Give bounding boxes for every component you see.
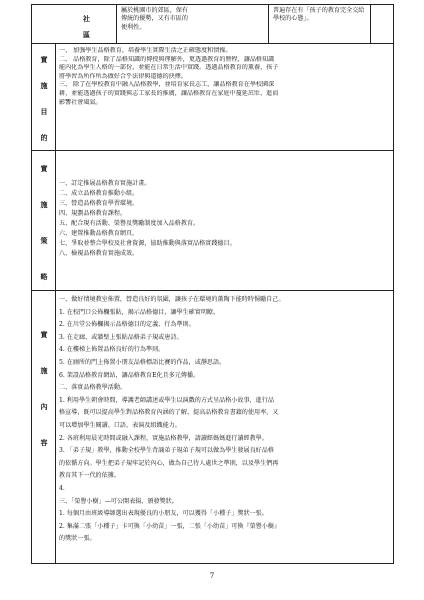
strategy-line: 三、營造品格教育學習環境。 <box>59 200 139 207</box>
weakness-line: 學校的心態」。 <box>273 15 313 23</box>
community-row <box>31 4 394 44</box>
goal-line: 影響社會風氣。 <box>59 98 102 106</box>
content-label-cell <box>32 291 56 563</box>
content-line: 1. 每個月由班級導師選出表現優良的小朋友，可以獲得「小種子」獎狀一張。 <box>59 510 268 518</box>
community-strengths-cell <box>117 5 269 43</box>
strategies-text <box>59 179 390 259</box>
goals-label-char: 的 <box>40 133 48 142</box>
community-label-char: 區 <box>83 30 90 39</box>
content-label-char: 施 <box>40 366 48 375</box>
content-label-char: 實 <box>40 330 48 339</box>
goal-line: 二、 品格教育，除了品格知識的傳授與理解外，更透過教育的歷程，讓品格知識 <box>59 55 275 63</box>
content-line: 4. <box>59 484 65 492</box>
goal-line: 一、 加強學生品格教育，培養學生實際生活之正確態度和情操。 <box>59 47 232 54</box>
goal-line: 耕，並能透過孩子的實踐與志工家長的推廣，讓品格教育在家庭中蔓延茁壯，進而 <box>59 89 279 97</box>
content-line: 二、落實品格教學活動。 <box>59 384 127 392</box>
goals-label-cell <box>32 44 56 150</box>
content-line: 格宣導，既可以提高學生對品格教育內涵的了解、提高品格教育書籍的使用率，又 <box>59 409 279 417</box>
strength-line: 傳統的優勢，又有市區的 <box>121 15 189 23</box>
content-text <box>59 294 390 546</box>
strategies-label-char: 施 <box>40 200 48 209</box>
goal-line: 能內化為學生人格的一部份，並能在日常生活中實踐。透過品格教育的薰養，孩子 <box>59 64 279 72</box>
goal-line: 三、 除了在學校教育中融入品格教學，並培育家長志工，讓品格教育在學校園深 <box>59 81 275 89</box>
content-line: 5. 在廁所的門上佈置小朋友品格標語比賽的作品，或靜思語。 <box>59 358 226 366</box>
community-weakness-cell <box>269 5 371 43</box>
content-line: 2. 在川堂公佈欄揭示品格德目的定義、行為準則。 <box>59 321 195 329</box>
strategy-line: 四、規劃品格教育課程。 <box>59 210 127 217</box>
content-line: 可以增加學生閱讀、口語、表演及組織能力。 <box>59 421 181 429</box>
content-line: 6. 架設品格教育網站，讓品格教育E化且多元傳播。 <box>59 371 200 379</box>
content-line: 1. 在校門口公佈欄張貼，揭示品格德目，讓學生確實明瞭。 <box>59 308 220 316</box>
document-table <box>31 4 394 564</box>
strategy-line: 六、建置推動品格教育網頁。 <box>59 230 139 237</box>
strategies-row <box>31 150 394 291</box>
strategies-label-cell <box>32 151 56 290</box>
content-line: 的依循方向。學生把弟子規牢記於內心，做為自己待人處世之準則，以及學生們再 <box>59 459 279 467</box>
goals-label-char: 實 <box>40 55 48 64</box>
content-line: 2. 集滿二張「小種子」卡可換「小幼苗」一張，二張「小幼苗」可換『榮譽小樹』 <box>59 522 281 530</box>
content-line: 3. 「弟子規」教學，推動全校學生背誦弟子規弟子規可以做為學生發展良好品格 <box>59 447 274 455</box>
strength-line: 屬於桃園市的郊區，保有 <box>121 7 189 14</box>
content-label-char: 內 <box>40 402 48 411</box>
community-label-cell <box>56 5 117 43</box>
goals-label-char: 目 <box>40 107 48 116</box>
goal-line: 將學習為所作所為做好合乎法律與道德的抉擇。 <box>59 72 187 80</box>
content-line: 1. 利用學生朝會時間，導護老師講述或學生以演戲的方式呈品格小故事，進行品 <box>59 396 274 404</box>
content-line: 3. 在走廊、或牆壁上張貼品格弟子規或唐詩。 <box>59 333 183 341</box>
strategies-label-char: 實 <box>40 164 48 173</box>
strategies-label-char: 策 <box>40 236 48 245</box>
content-line: 2. 各班利用晨光時間或融入課程，實施品格教學，請讀經媽媽進行讀經教學。 <box>59 434 268 442</box>
content-line: 一、做好情境教室佈置，營造良好的氛圍，讓孩子在環境的薰陶下能時時惕勵自己。 <box>59 296 285 303</box>
page-number: 7 <box>209 572 215 580</box>
goals-row <box>31 43 394 151</box>
strategy-line: 七、爭取並整合學校及社會資源，協助推動與落實品格實踐德目。 <box>59 240 236 247</box>
content-line: 的獎狀一張。 <box>59 535 96 543</box>
content-line: 4. 在樓梯上佈置品格良好的行為準則。 <box>59 346 165 354</box>
content-line: 教育其下一代的依據。 <box>59 472 120 480</box>
community-label-char: 社 <box>83 14 90 23</box>
strength-line: 便利性。 <box>121 23 146 31</box>
content-line: 三、「榮譽小樹」—可公開表揚、頒發獎狀。 <box>59 497 178 505</box>
goals-label-char: 施 <box>40 81 48 90</box>
strategy-line: 五、配合現有活動、榮譽及獎勵制度加入品格教育。 <box>59 220 200 227</box>
strategies-label-char: 略 <box>40 272 48 281</box>
content-label-char: 容 <box>40 438 48 447</box>
strategy-line: 八、檢視品格教育實施成效。 <box>59 250 139 257</box>
strategy-line: 二、成立品格教育推動小組。 <box>59 190 139 197</box>
content-row <box>31 290 394 564</box>
goals-text <box>59 47 390 107</box>
weakness-line: 普遍存在有「孩子的教育完全交給 <box>273 7 365 14</box>
strategy-line: 一、訂定推展品格教育實施計畫。 <box>59 180 151 187</box>
